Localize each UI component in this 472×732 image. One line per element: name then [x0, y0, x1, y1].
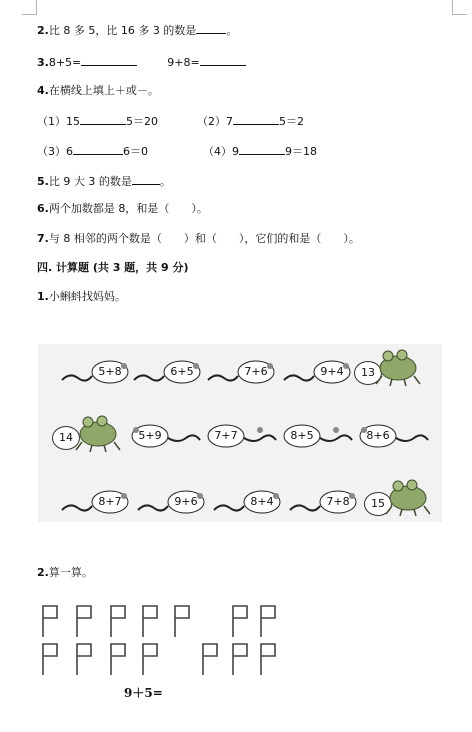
tadpole[interactable]: [138, 490, 210, 516]
flag-icon: [172, 604, 192, 638]
tadpole-expression: 6+5: [170, 365, 194, 378]
q4-item-4: （4）9 9＝18: [203, 145, 317, 158]
question-7: 7.与 8 相邻的两个数是（ ）和（ ），它们的和是（ ）。: [37, 232, 360, 245]
answer-blank[interactable]: [233, 113, 279, 125]
question-end: 。: [226, 24, 238, 37]
tadpole[interactable]: [204, 424, 276, 450]
tadpole[interactable]: [214, 490, 286, 516]
tadpole-expression: 7+7: [214, 429, 238, 442]
question-text: 在横线上填上＋或－。: [48, 84, 159, 97]
frog-icon: [74, 412, 122, 452]
answer-blank[interactable]: [81, 54, 137, 66]
equation[interactable]: 9＋5=: [124, 686, 163, 700]
flag-icon: [230, 604, 250, 638]
tadpole-expression: 5+9: [138, 429, 162, 442]
answer-blank[interactable]: [239, 143, 285, 155]
answer-blank[interactable]: [200, 54, 246, 66]
page-corner-mark-left: [22, 0, 37, 15]
tadpole-expression: 8+4: [250, 495, 274, 508]
flag-icon: [74, 642, 94, 676]
flag-icon: [74, 604, 94, 638]
tadpole-expression: 9+6: [174, 495, 198, 508]
tadpole[interactable]: [280, 424, 352, 450]
flag-icon: [230, 642, 250, 676]
tadpole[interactable]: [284, 360, 356, 386]
section-title: 四. 计算题 (共 3 题，共 9 分): [37, 261, 189, 274]
answer-blank[interactable]: [196, 22, 226, 34]
flag-icon: [200, 642, 220, 676]
calc-question-2: 2.算一算。: [37, 566, 93, 579]
expression-right: 9+8=: [167, 56, 200, 69]
page-corner-mark-right: [452, 0, 467, 15]
tadpole[interactable]: [128, 424, 200, 450]
question-3: [37, 54, 246, 70]
flag-icon: [258, 604, 278, 638]
tadpole-expression: 7+8: [326, 495, 350, 508]
frog-icon: [384, 476, 432, 516]
frog-number[interactable]: 15: [364, 492, 392, 516]
question-2: [37, 22, 237, 38]
flag-icon: [140, 604, 160, 638]
frog-icon: [374, 346, 422, 386]
q4-item-3: （3）6 6＝0: [37, 145, 148, 158]
question-number: 2.: [37, 24, 49, 37]
flag-icon: [140, 642, 160, 676]
tadpole[interactable]: [290, 490, 362, 516]
tadpole[interactable]: [62, 360, 134, 386]
question-number: 4.: [37, 84, 49, 97]
calc-question-1: 1.小蝌蚪找妈妈。: [37, 290, 126, 303]
question-text: 比 8 多 5，比 16 多 3 的数是: [48, 24, 197, 37]
flag-icon: [108, 642, 128, 676]
flag-icon: [258, 642, 278, 676]
flags-figure: [40, 604, 280, 678]
tadpole[interactable]: [208, 360, 280, 386]
tadpole[interactable]: [356, 424, 428, 450]
tadpole-expression: 8+6: [366, 429, 390, 442]
q4-item-2: （2）7 5＝2: [197, 115, 304, 128]
question-number: 3.: [37, 56, 49, 69]
answer-blank[interactable]: [73, 143, 123, 155]
flag-icon: [40, 604, 60, 638]
question-4: [37, 84, 159, 98]
tadpole-expression: 7+6: [244, 365, 268, 378]
frog-number[interactable]: 13: [354, 361, 382, 385]
tadpole[interactable]: [134, 360, 206, 386]
tadpole-expression: 8+5: [290, 429, 314, 442]
answer-blank[interactable]: [132, 173, 160, 185]
q4-item-1: （1）15 5＝20: [37, 115, 158, 128]
question-5: 5.比 9 大 3 的数是 。: [37, 175, 171, 188]
flag-icon: [108, 604, 128, 638]
tadpole-expression: 8+7: [98, 495, 122, 508]
expression-left: 8+5=: [48, 56, 82, 69]
tadpole[interactable]: [62, 490, 134, 516]
question-6: 6.两个加数都是 8，和是（ ）。: [37, 202, 208, 215]
tadpole-expression: 5+8: [98, 365, 122, 378]
answer-blank[interactable]: [80, 113, 126, 125]
tadpole-matching-image: [38, 344, 442, 522]
tadpole-expression: 9+4: [320, 365, 344, 378]
flag-icon: [40, 642, 60, 676]
frog-number[interactable]: 14: [52, 426, 80, 450]
